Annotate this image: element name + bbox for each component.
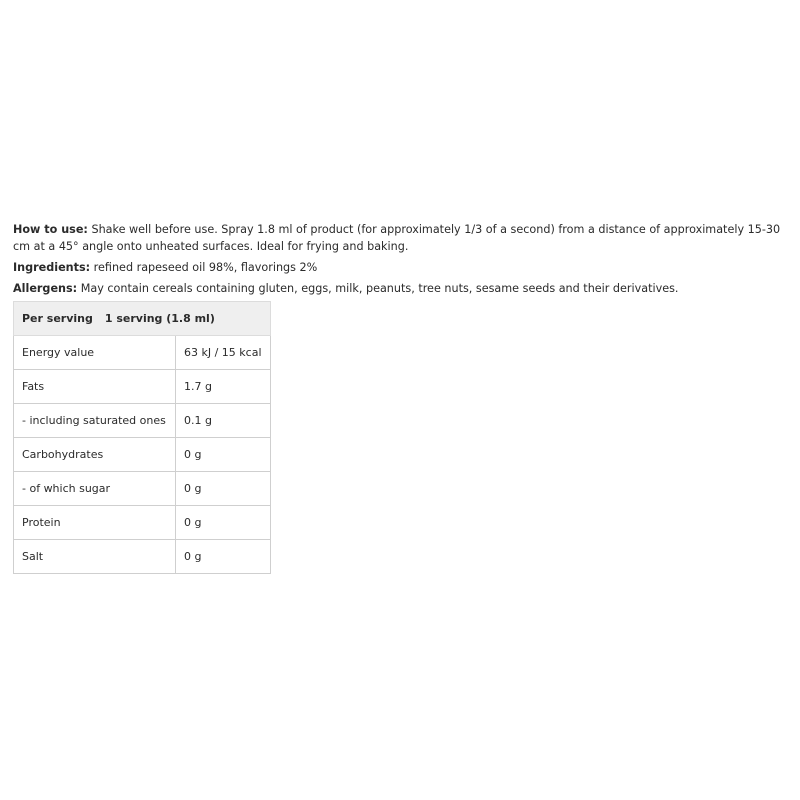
how-to-use-label: How to use: — [13, 223, 88, 236]
how-to-use-paragraph — [13, 221, 793, 255]
nutrient-value: 0.1 g — [176, 404, 271, 438]
nutrient-value: 0 g — [176, 540, 271, 574]
table-row — [14, 336, 271, 370]
ingredients-paragraph — [13, 259, 793, 276]
table-row — [14, 540, 271, 574]
nutrient-value: 0 g — [176, 438, 271, 472]
nutrient-name: Salt — [14, 540, 176, 574]
nutrient-value: 63 kJ / 15 kcal — [176, 336, 271, 370]
serving-size-heading: 1 serving (1.8 ml) — [104, 312, 215, 325]
nutrient-value: 0 g — [176, 472, 271, 506]
product-info — [13, 221, 793, 574]
nutrient-name: - including saturated ones — [14, 404, 176, 438]
ingredients-text: refined rapeseed oil 98%, flavorings 2% — [90, 261, 318, 274]
table-row — [14, 472, 271, 506]
nutrient-name: Carbohydrates — [14, 438, 176, 472]
nutrition-table-header — [14, 302, 271, 336]
nutrient-name: Protein — [14, 506, 176, 540]
table-row — [14, 438, 271, 472]
nutrient-name: - of which sugar — [14, 472, 176, 506]
table-row — [14, 506, 271, 540]
nutrient-value: 0 g — [176, 506, 271, 540]
table-row — [14, 404, 271, 438]
table-row — [14, 370, 271, 404]
allergens-paragraph — [13, 280, 793, 297]
nutrient-name: Fats — [14, 370, 176, 404]
allergens-label: Allergens: — [13, 282, 78, 295]
per-serving-heading: Per serving — [22, 312, 93, 325]
allergens-text: May contain cereals containing gluten, eggs, milk, peanuts, tree nuts, sesame seeds and their derivatives. — [77, 282, 679, 295]
ingredients-label: Ingredients: — [13, 261, 91, 274]
how-to-use-text: Shake well before use. Spray 1.8 ml of product (for approximately 1/3 of a second) from a distance of approximately 15-30 cm at a 45° angle onto unheated surfaces. Ideal for frying and baking. — [13, 223, 781, 253]
nutrition-header-cell — [14, 302, 271, 336]
nutrient-value: 1.7 g — [176, 370, 271, 404]
nutrient-name: Energy value — [14, 336, 176, 370]
nutrition-table — [13, 301, 271, 574]
